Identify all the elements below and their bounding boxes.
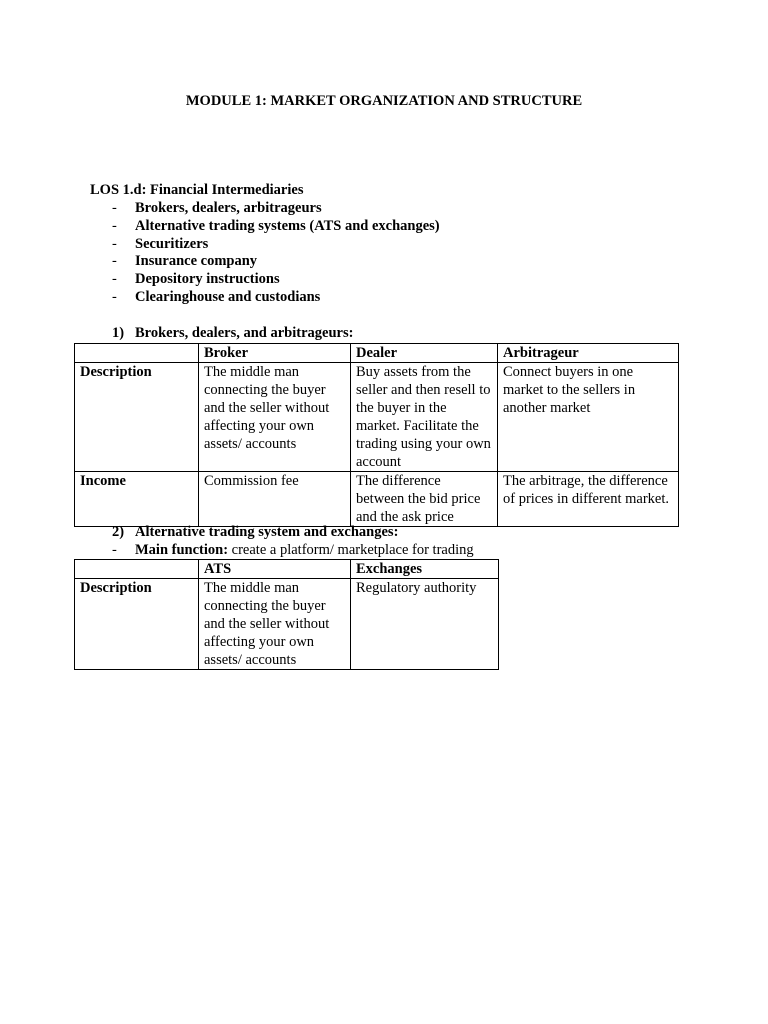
list-item [112, 200, 440, 218]
los-heading: LOS 1.d: Financial Intermediaries [90, 182, 304, 198]
table-header-cell [75, 344, 199, 363]
table-header-row [75, 344, 679, 363]
row-label-cell: Description [75, 579, 199, 670]
table-cell: The middle man connecting the buyer and the seller without affecting your own assets/ accounts [199, 363, 351, 472]
list-item [112, 253, 440, 271]
bullet-marker: - [112, 288, 117, 305]
ats-exchanges-table [74, 559, 499, 670]
table-cell: The middle man connecting the buyer and the seller without affecting your own assets/ accounts [199, 579, 351, 670]
intermediaries-table [74, 343, 679, 527]
intermediaries-list [112, 200, 440, 307]
list-item-text: Alternative trading systems (ATS and exchanges) [135, 217, 440, 234]
list-item [112, 289, 440, 307]
list-item-text: Clearinghouse and custodians [135, 288, 321, 305]
table-header-cell: ATS [199, 560, 351, 579]
list-item-text: Depository instructions [135, 271, 280, 288]
section-heading-text: Alternative trading system and exchanges: [135, 524, 399, 540]
bullet-marker: - [112, 200, 117, 216]
table-header-cell: Exchanges [351, 560, 499, 579]
list-item [112, 236, 440, 254]
list-item-text: Securitizers [135, 235, 209, 252]
table-cell: Commission fee [199, 472, 351, 527]
list-item-text: Insurance company [135, 253, 258, 270]
table-header-cell: Dealer [351, 344, 498, 363]
bullet-marker: - [112, 253, 117, 270]
main-function-line [112, 542, 474, 559]
table-header-cell: Arbitrageur [498, 344, 679, 363]
bullet-marker: - [112, 542, 117, 558]
table-row [75, 472, 679, 527]
section-number: 1) [112, 325, 125, 341]
table-cell: The arbitrage, the difference of prices in different market. [498, 472, 679, 527]
list-item [112, 271, 440, 289]
table-header-cell: Broker [199, 344, 351, 363]
table-cell: Connect buyers in one market to the sellers in another market [498, 363, 679, 472]
row-label-cell: Income [75, 472, 199, 527]
section-number: 2) [112, 524, 125, 540]
main-function-text: create a platform/ marketplace for trading [228, 542, 474, 558]
table-header-cell [75, 560, 199, 579]
table-row [75, 363, 679, 472]
table-row [75, 579, 499, 670]
section-heading-text: Brokers, dealers, and arbitrageurs: [135, 325, 354, 341]
section-2-heading [112, 524, 398, 541]
bullet-marker: - [112, 217, 117, 234]
bullet-marker: - [112, 235, 117, 252]
list-item-text: Brokers, dealers, arbitrageurs [135, 200, 322, 216]
document-title: MODULE 1: MARKET ORGANIZATION AND STRUCTURE [185, 93, 583, 109]
main-function-label: Main function: [135, 542, 229, 558]
table-cell: Buy assets from the seller and then resell to the buyer in the market. Facilitate the trading using your own account [351, 363, 498, 472]
row-label-cell: Description [75, 363, 199, 472]
table-header-row [75, 560, 499, 579]
table-cell: The difference between the bid price and the ask price [351, 472, 498, 527]
list-item [112, 218, 440, 236]
bullet-marker: - [112, 271, 117, 288]
section-1-heading [112, 325, 353, 342]
table-cell: Regulatory authority [351, 579, 499, 670]
